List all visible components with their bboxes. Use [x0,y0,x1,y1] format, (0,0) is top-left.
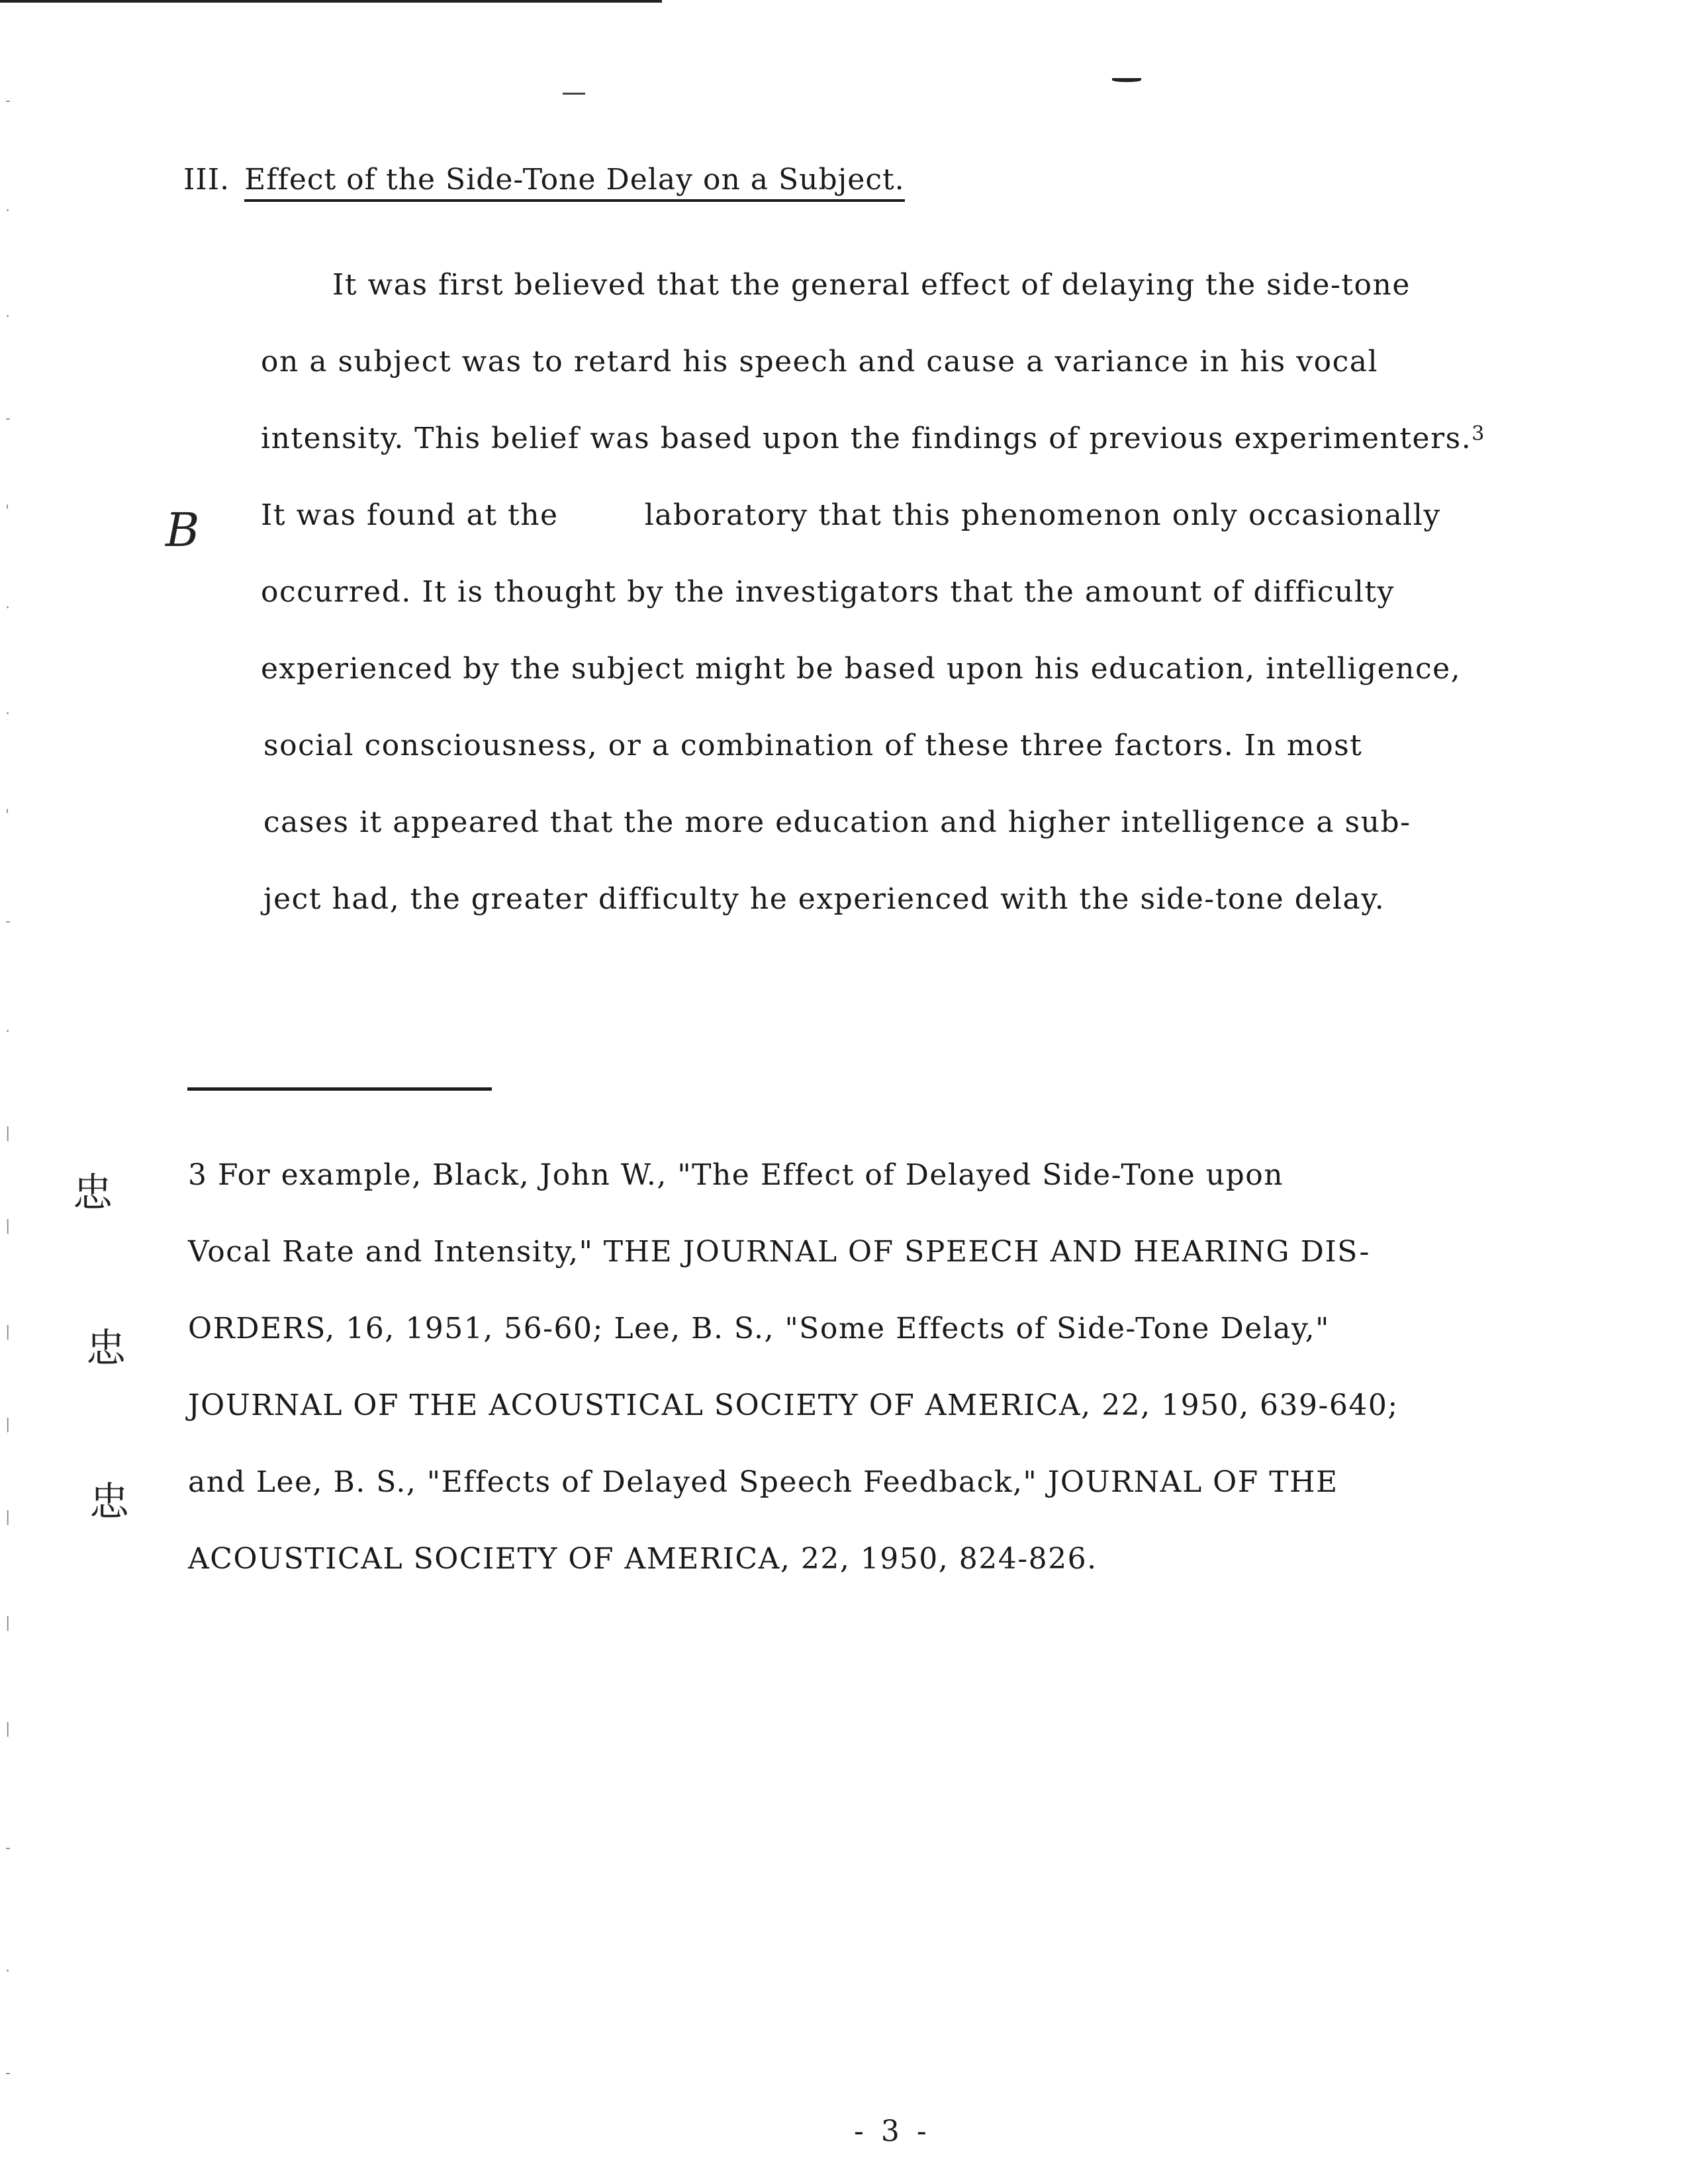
body-line: It was found at the laboratory that this phenomenon only occasionally [261,498,1441,532]
body-line: cases it appeared that the more education and higher intelligence a sub- [263,805,1411,839]
scan-mark [563,93,585,95]
section-heading [183,163,905,197]
left-margin-scan-marks: - . . - ' . . ' - . | | | | | | | - . - [5,93,11,2081]
body-line: intensity. This belief was based upon the findings of previous experimenters.$^3$ [261,422,1485,455]
body-line: social consciousness, or a combination of these three factors. In most [263,729,1363,762]
handwritten-margin-mark: B [165,503,200,557]
page-number: - 3 - [854,2115,931,2148]
footnote-line: 3 For example, Black, John W., "The Effect of Delayed Side-Tone upon [188,1158,1284,1192]
handwritten-margin-mark: 忠 [86,1326,126,1372]
footnote-line: ORDERS, 16, 1951, 56-60; Lee, B. S., "Some Effects of Side-Tone Delay," [188,1312,1330,1345]
footnote-line: JOURNAL OF THE ACOUSTICAL SOCIETY OF AMERICA, 22, 1950, 639-640; [188,1388,1399,1422]
footnote-line: Vocal Rate and Intensity," THE JOURNAL OF SPEECH AND HEARING DIS- [188,1235,1370,1269]
body-line: occurred. It is thought by the investigators that the amount of difficulty [261,575,1395,609]
section-number: III. [183,163,230,197]
body-line: experienced by the subject might be based upon his education, intelligence, [261,652,1462,686]
footnote-line: ACOUSTICAL SOCIETY OF AMERICA, 22, 1950, 824-826. [188,1542,1098,1576]
body-line: on a subject was to retard his speech and cause a variance in his vocal [261,345,1379,379]
top-scan-border [0,0,662,3]
body-line: ject had, the greater difficulty he experienced with the side-tone delay. [263,882,1385,916]
handwritten-margin-mark: 忠 [73,1170,113,1216]
footnote-separator [187,1087,492,1091]
handwritten-margin-mark: 忠 [89,1479,129,1525]
section-title: Effect of the Side-Tone Delay on a Subject. [244,163,905,202]
footnote-reference: 3 [1472,422,1485,445]
scan-mark [1112,78,1141,82]
footnote-line: and Lee, B. S., "Effects of Delayed Speech Feedback," JOURNAL OF THE [188,1465,1338,1499]
body-line: It was first believed that the general effect of delaying the side-tone [332,268,1411,302]
